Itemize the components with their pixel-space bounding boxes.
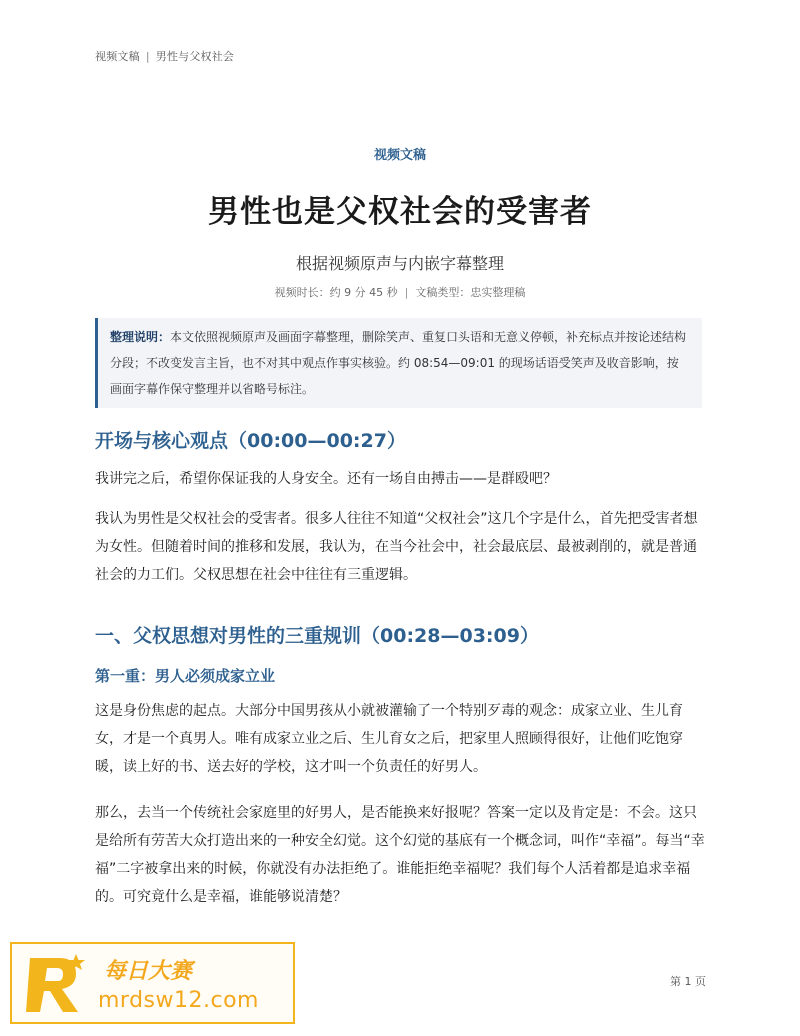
brand-logo-icon (20, 950, 92, 1018)
first-paragraph-2: 那么，去当一个传统社会家庭里的好男人，是否能换来好报呢？答案一定以及肯定是：不会。这只是给所有劳苦大众打造出来的一种安全幻觉。这个幻觉的基底有一个概念词，叫作“幸福”。每当“幸福”二字被拿出来的时候，你就没有办法拒绝了。谁能拒绝幸福呢？我们每个人活着都是追求幸福的。可究竟什么是幸福，谁能够说清楚？ (95, 805, 705, 905)
editor-note-label: 整理说明： (110, 330, 171, 344)
running-header (95, 48, 234, 64)
watermark-brand-text: 每日大赛 (104, 959, 193, 984)
header-separator: | (145, 50, 150, 63)
doc-title: 男性也是父权社会的受害者 (208, 194, 592, 230)
doc-subtitle: 根据视频原声与内嵌字幕整理 (295, 254, 504, 273)
watermark-badge (10, 942, 295, 1024)
watermark-url: mrdsw12.com (98, 988, 259, 1013)
doc-duration: 视频时长：约 9 分 45 秒 (274, 286, 398, 299)
editor-note (95, 318, 702, 408)
doc-kicker: 视频文稿 (373, 148, 426, 163)
opening-heading: 开场与核心观点（00:00—00:27） (95, 430, 406, 452)
opening-paragraph-2: 我认为男性是父权社会的受害者。很多人往往不知道“父权社会”这几个字是什么，首先把受害者想为女性。但随着时间的推移和发展，我认为，在当今社会中，社会最底层、最被剥削的，就是普通社会的力工们。父权思想在社会中往往有三重逻辑。 (95, 511, 698, 583)
meta-separator: | (404, 286, 409, 299)
page-number: 第 1 页 (670, 975, 706, 988)
first-subheading: 第一重：男人必须成家立业 (95, 667, 276, 685)
header-section: 视频文稿 (95, 50, 140, 63)
doc-meta (0, 284, 800, 300)
doc-type: 文稿类型：忠实整理稿 (415, 286, 526, 299)
opening-paragraph-1: 我讲完之后，希望你保证我的人身安全。还有一场自由搏击——是群殴吧？ (95, 471, 557, 487)
header-topic: 男性与父权社会 (155, 50, 235, 63)
part-one-heading: 一、父权思想对男性的三重规训（00:28—03:09） (95, 625, 539, 647)
first-paragraph-1: 这是身份焦虑的起点。大部分中国男孩从小就被灌输了一个特别歹毒的观念：成家立业、生儿育女，才是一个真男人。唯有成家立业之后、生儿育女之后，把家里人照顾得很好，让他们吃饱穿暖，读上好的书、送去好的学校，这才叫一个负责任的好男人。 (95, 703, 683, 775)
editor-note-text: 本文依照视频原声及画面字幕整理，删除笑声、重复口头语和无意义停顿，补充标点并按论述结构分段；不改变发言主旨，也不对其中观点作事实核验。约 08:54—09:01 的现场话语受笑声及收音影响，按画面字幕作保守整理并以省略号标注。 (110, 330, 687, 396)
